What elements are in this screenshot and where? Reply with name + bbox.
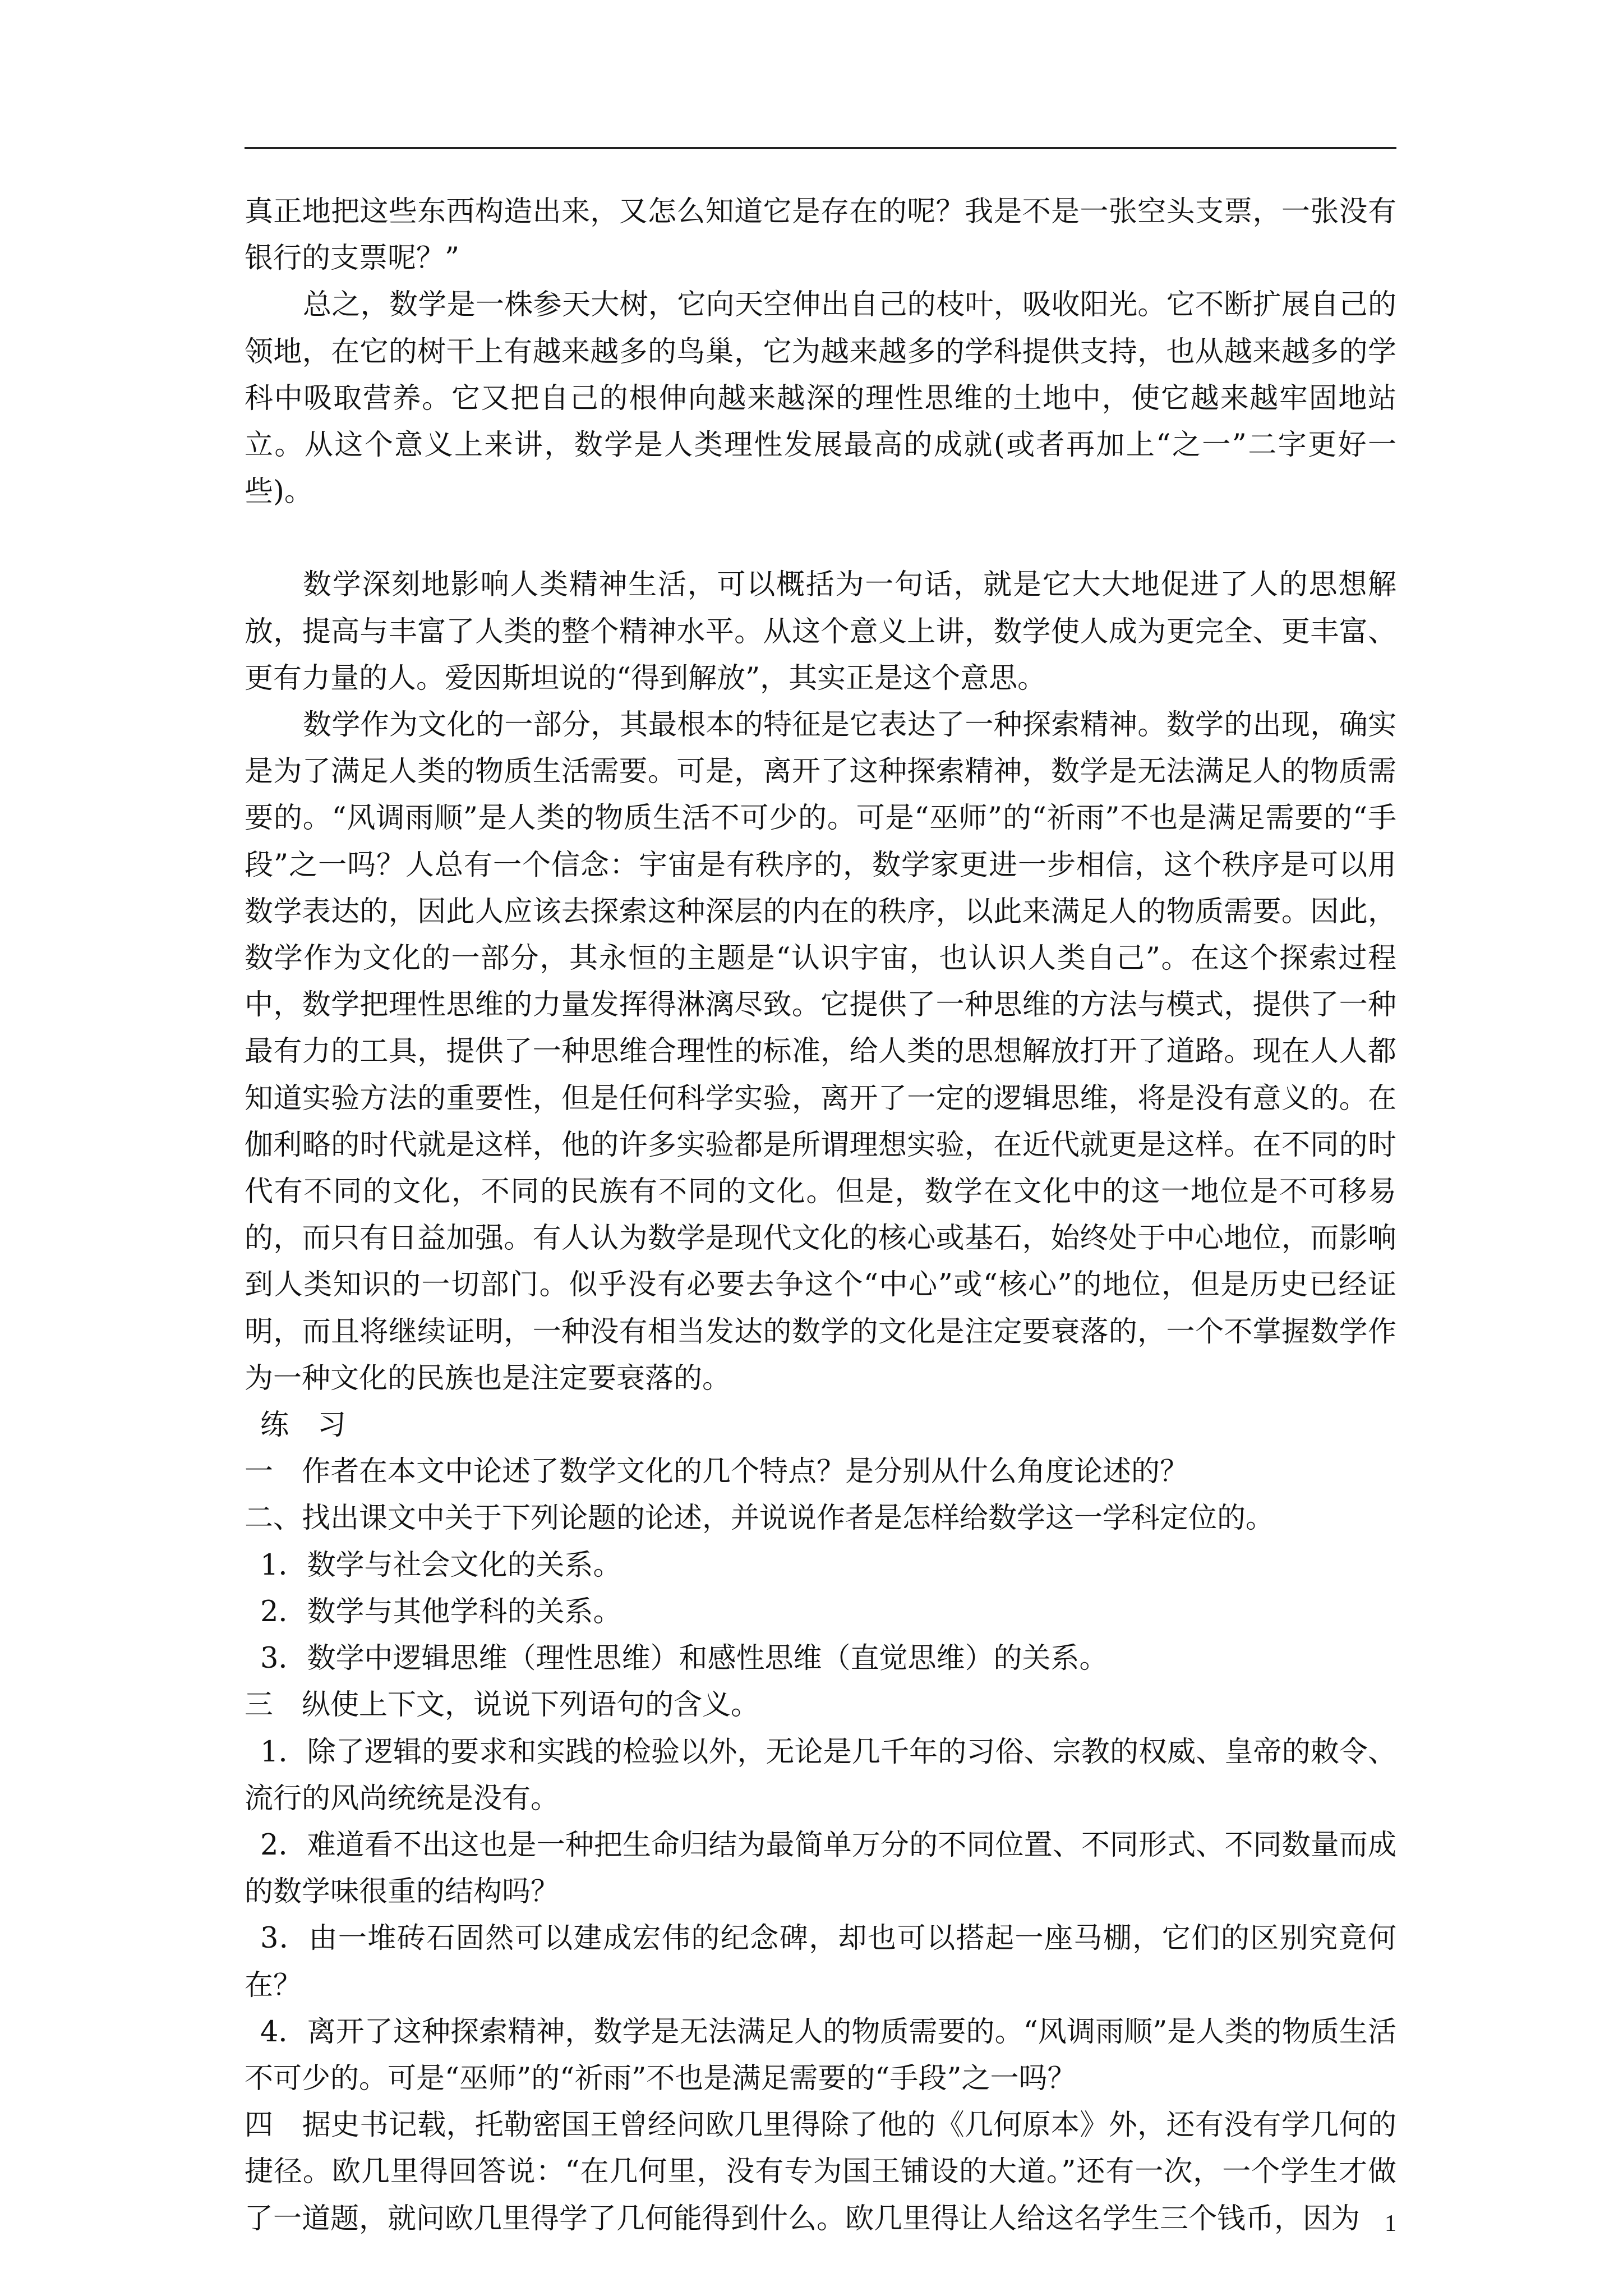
- exercise-3-item: 1．除了逻辑的要求和实践的检验以外，无论是几千年的习俗、宗教的权威、皇帝的敕令、流行的风尚统统是没有。: [245, 1735, 1396, 1815]
- document-body: [245, 188, 1396, 2242]
- paragraph-tree-metaphor: 总之，数学是一株参天大树，它向天空伸出自己的枝叶，吸收阳光。它不断扩展自己的领地，在它的树干上有越来越多的鸟巢，它为越来越多的学科提供支持，也从越来越多的学科中吸取营养。它又把自己的根伸向越来越深的理性思维的土地中，使它越来越牢固地站立。从这个意义上来讲，数学是人类理性发展最高的成就(或者再加上“之一”二字更好一些)。: [245, 288, 1396, 509]
- exercise-2-item: 2．数学与其他学科的关系。: [260, 1595, 622, 1628]
- paragraph-exploration-spirit: 数学作为文化的一部分，其最根本的特征是它表达了一种探索精神。数学的出现，确实是为了满足人类的物质生活需要。可是，离开了这种探索精神，数学是无法满足人的物质需要的。“风调雨顺”是人类的物质生活不可少的。可是“巫师”的“祈雨”不也是满足需要的“手段”之一吗？人总有一个信念：宇宙是有秩序的，数学家更进一步相信，这个秩序是可以用数学表达的，因此人应该去探索这种深层的内在的秩序，以此来满足人的物质需要。因此，数学作为文化的一部分，其永恒的主题是“认识宇宙，也认识人类自己”。在这个探索过程中，数学把理性思维的力量发挥得淋漓尽致。它提供了一种思维的方法与模式，提供了一种最有力的工具，提供了一种思维合理性的标准，给人类的思想解放打开了道路。现在人人都知道实验方法的重要性，但是任何科学实验，离开了一定的逻辑思维，将是没有意义的。在伽利略的时代就是这样，他的许多实验都是所谓理想实验，在近代就更是这样。在不同的时代有不同的文化，不同的民族有不同的文化。但是，数学在文化中的这一地位是不可移易的，而只有日益加强。有人认为数学是现代文化的核心或基石，始终处于中心地位，而影响到人类知识的一切部门。似乎没有必要去争这个“中心”或“核心”的地位，但是历史已经证明，而且将继续证明，一种没有相当发达的数学的文化是注定要衰落的，一个不掌握数学作为一种文化的民族也是注定要衰落的。: [245, 708, 1396, 1395]
- exercise-heading: 练 习: [260, 1409, 347, 1442]
- exercise-3-item: 4．离开了这种探索精神，数学是无法满足人的物质需要的。“风调雨顺”是人类的物质生活不可少的。可是“巫师”的“祈雨”不也是满足需要的“手段”之一吗？: [245, 2015, 1396, 2095]
- exercise-3-item: 3．由一堆砖石固然可以建成宏伟的纪念碑，却也可以搭起一座马棚，它们的区别究竟何在？: [245, 1922, 1396, 2002]
- header-rule: [245, 147, 1396, 149]
- paragraph-spiritual-life: 数学深刻地影响人类精神生活，可以概括为一句话，就是它大大地促进了人的思想解放，提高与丰富了人类的整个精神水平。从这个意义上讲，数学使人成为更完全、更丰富、更有力量的人。爱因斯坦说的“得到解放”，其实正是这个意思。: [245, 568, 1396, 695]
- exercise-question-1: 一 作者在本文中论述了数学文化的几个特点？是分别从什么角度论述的？: [245, 1455, 1189, 1489]
- paragraph-continuation: 真正地把这些东西构造出来，又怎么知道它是存在的呢？我是不是一张空头支票，一张没有银行的支票呢？”: [245, 195, 1396, 275]
- exercise-question-2: 二、找出课文中关于下列论题的论述，并说说作者是怎样给数学这一学科定位的。: [245, 1502, 1275, 1535]
- exercise-question-4: 四 据史书记载，托勒密国王曾经问欧几里得除了他的《几何原本》外，还有没有学几何的捷径。欧几里得回答说：“在几何里，没有专为国王铺设的大道。”还有一次，一个学生才做了一道题，就问欧几里得学了几何能得到什么。欧几里得让人给这名学生三个钱币，因为: [245, 2109, 1396, 2235]
- page-number: 1: [1385, 2211, 1396, 2237]
- exercise-2-item: 3．数学中逻辑思维（理性思维）和感性思维（直觉思维）的关系。: [260, 1642, 1108, 1676]
- exercise-question-3: 三 纵使上下文，说说下列语句的含义。: [245, 1688, 760, 1722]
- exercise-2-item: 1．数学与社会文化的关系。: [260, 1548, 622, 1582]
- exercise-3-item: 2．难道看不出这也是一种把生命归结为最简单万分的不同位置、不同形式、不同数量而成的数学味很重的结构吗？: [245, 1828, 1396, 1909]
- paragraph-gap: [245, 515, 1396, 562]
